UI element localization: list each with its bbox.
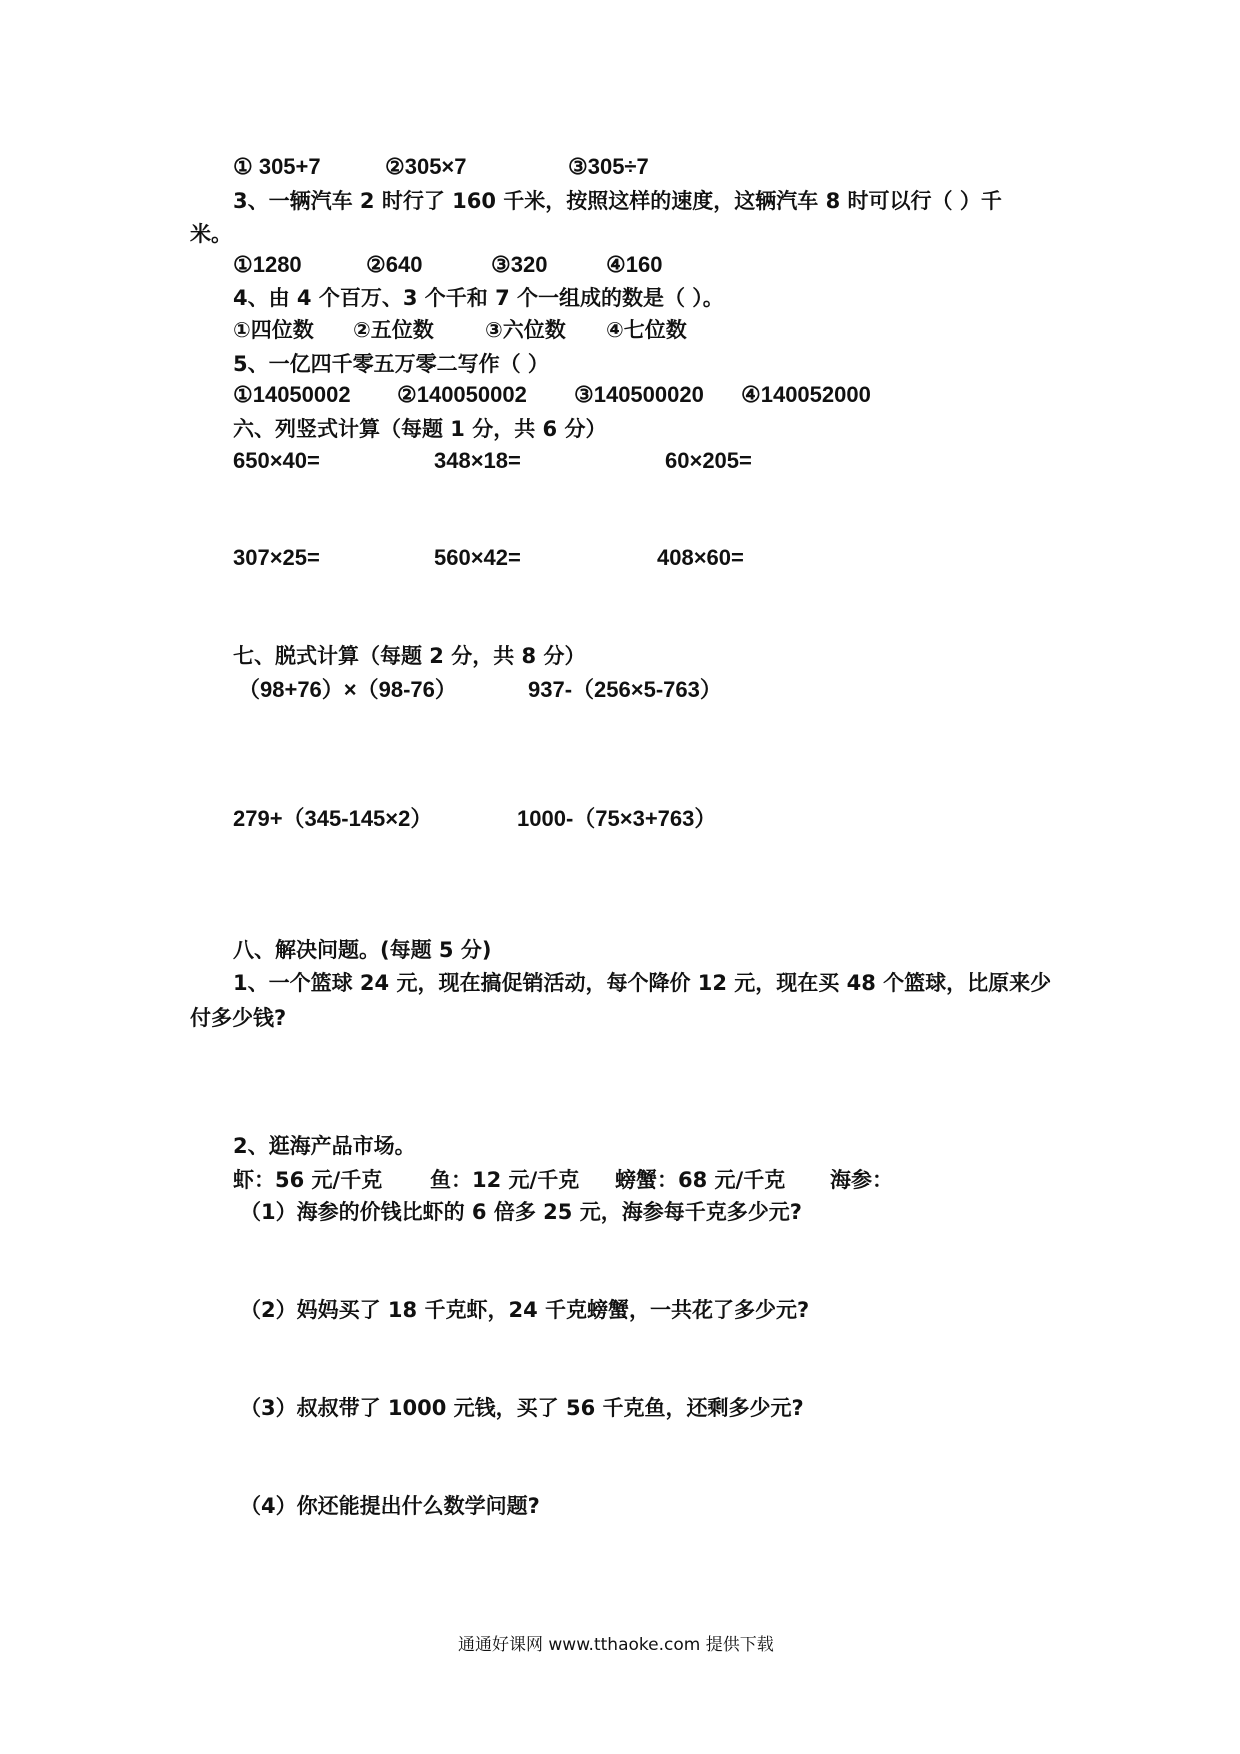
q4-option-2: ②五位数 [353, 318, 434, 342]
calc-item: （98+76）×（98-76） [238, 677, 457, 702]
section7-title: 七、脱式计算（每题 2 分，共 8 分） [233, 644, 586, 668]
problem2-sub2: （2）妈妈买了 18 千克虾，24 千克螃蟹，一共花了多少元? [240, 1298, 810, 1322]
q4-option-3: ③六位数 [485, 318, 566, 342]
q3-option-1: ①1280 [233, 252, 302, 277]
q5-option-4: ④140052000 [741, 382, 871, 407]
q2-option-3: ③305÷7 [568, 154, 649, 179]
price-crab: 螃蟹：68 元/千克 [615, 1168, 786, 1192]
calc-item: 279+（345-145×2） [233, 806, 433, 831]
calc-item: 408×60= [657, 545, 744, 570]
calc-item: 937-（256×5-763） [528, 677, 722, 702]
q3-option-3: ③320 [491, 252, 548, 277]
problem2-sub4: （4）你还能提出什么数学问题? [240, 1494, 540, 1518]
calc-item: 650×40= [233, 448, 320, 473]
problem2-sub1: （1）海参的价钱比虾的 6 倍多 25 元，海参每千克多少元? [240, 1200, 802, 1224]
q3-text-continued: 米。 [190, 222, 232, 246]
q5-option-2: ②140050002 [397, 382, 527, 407]
calc-item: 560×42= [434, 545, 521, 570]
calc-item: 307×25= [233, 545, 320, 570]
problem2-sub3: （3）叔叔带了 1000 元钱，买了 56 千克鱼，还剩多少元? [240, 1396, 804, 1420]
section8-title: 八、解决问题。(每题 5 分) [233, 938, 492, 962]
q4-option-1: ①四位数 [233, 318, 314, 342]
calc-item: 1000-（75×3+763） [517, 806, 717, 831]
price-sea-cucumber: 海参： [830, 1168, 893, 1192]
problem2-title: 2、逛海产品市场。 [233, 1134, 416, 1158]
q2-option-1: ① 305+7 [233, 154, 321, 179]
footer-text: 通通好课网 www.tthaoke.com 提供下载 [458, 1635, 774, 1655]
q3-option-2: ②640 [366, 252, 423, 277]
price-shrimp: 虾：56 元/千克 [233, 1168, 383, 1192]
q3-text: 3、一辆汽车 2 时行了 160 千米，按照这样的速度，这辆汽车 8 时可以行（ ）千 [233, 189, 1002, 213]
q5-option-1: ①14050002 [233, 382, 351, 407]
calc-item: 60×205= [665, 448, 752, 473]
q2-option-2: ②305×7 [385, 154, 467, 179]
q3-option-4: ④160 [606, 252, 663, 277]
section6-title: 六、列竖式计算（每题 1 分，共 6 分） [233, 417, 607, 441]
price-fish: 鱼：12 元/千克 [430, 1168, 580, 1192]
problem1-line2: 付多少钱? [190, 1006, 287, 1030]
problem1-line1: 1、一个篮球 24 元，现在搞促销活动，每个降价 12 元，现在买 48 个篮球，比原来少 [233, 971, 1052, 995]
q5-option-3: ③140500020 [574, 382, 704, 407]
q4-option-4: ④七位数 [606, 318, 687, 342]
q4-text: 4、由 4 个百万、3 个千和 7 个一组成的数是（ ）。 [233, 286, 724, 310]
q5-text: 5、一亿四千零五万零二写作（ ） [233, 352, 549, 376]
calc-item: 348×18= [434, 448, 521, 473]
